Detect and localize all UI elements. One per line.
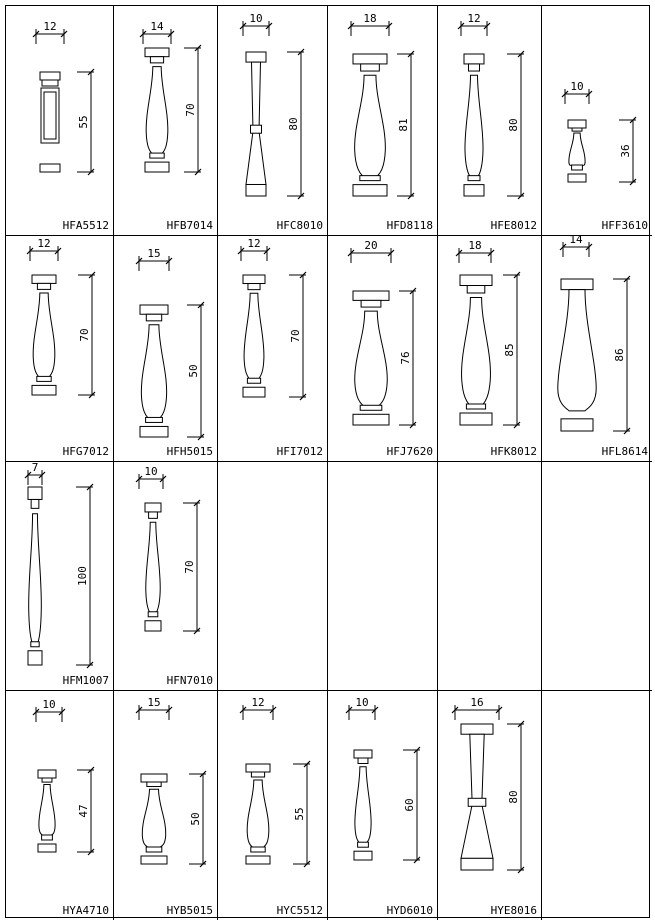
cell-hfn7010: [113, 461, 218, 691]
cell-hfk8012: [437, 235, 542, 462]
model-code-label: HFE8012: [490, 219, 537, 232]
model-code-label: HFM1007: [62, 674, 109, 687]
height-label: 50: [187, 364, 200, 378]
height-label: 100: [76, 566, 89, 586]
height-label: 55: [77, 115, 90, 129]
empty-cell: [437, 461, 542, 691]
empty-cell: [541, 690, 652, 920]
cell-hfc8010: [217, 6, 328, 236]
cell-hfb7014: [113, 6, 218, 236]
model-code-label: HYE8016: [490, 904, 537, 917]
width-label: 18: [468, 239, 482, 252]
cell-hfa5512: [6, 6, 114, 236]
height-label: 47: [77, 804, 90, 818]
model-code-label: HFK8012: [490, 445, 537, 458]
cell-hfe8012: [437, 6, 542, 236]
model-code-label: HFN7010: [166, 674, 213, 687]
baluster-drawing: [113, 461, 217, 690]
baluster-drawing: [113, 690, 217, 919]
width-label: 12: [43, 20, 57, 33]
cell-hfh5015: [113, 235, 218, 462]
width-label: 15: [147, 247, 161, 260]
width-label: 16: [470, 696, 484, 709]
model-code-label: HYA4710: [62, 904, 109, 917]
height-label: 70: [183, 560, 196, 574]
model-code-label: HFJ7620: [386, 445, 433, 458]
baluster-drawing: [113, 6, 217, 235]
cell-hyb5015: [113, 690, 218, 920]
baluster-drawing: [437, 690, 541, 919]
width-label: 14: [150, 20, 164, 33]
model-code-label: HFA5512: [62, 219, 109, 232]
width-label: 12: [247, 237, 261, 250]
baluster-drawing: [6, 6, 113, 235]
baluster-drawing: [217, 6, 327, 235]
width-label: 7: [31, 461, 39, 474]
width-label: 14: [569, 235, 583, 246]
model-code-label: HFH5015: [166, 445, 213, 458]
cell-hfi7012: [217, 235, 328, 462]
model-code-label: HFC8010: [276, 219, 323, 232]
width-label: 12: [251, 696, 265, 709]
baluster-catalog-grid: [5, 5, 650, 918]
baluster-drawing: [217, 235, 327, 461]
empty-cell: [217, 461, 328, 691]
width-label: 10: [570, 80, 584, 93]
width-label: 10: [42, 698, 56, 711]
model-code-label: HYB5015: [166, 904, 213, 917]
baluster-drawing: [327, 235, 437, 461]
width-label: 15: [147, 696, 161, 709]
baluster-drawing: [437, 235, 541, 461]
cell-hfm1007: [6, 461, 114, 691]
baluster-drawing: [541, 235, 651, 461]
baluster-drawing: [437, 6, 541, 235]
cell-hya4710: [6, 690, 114, 920]
cell-hfl8614: [541, 235, 652, 462]
cell-hfd8118: [327, 6, 438, 236]
height-label: 80: [287, 117, 300, 131]
empty-cell: [327, 461, 438, 691]
height-label: 85: [503, 343, 516, 357]
height-label: 50: [189, 812, 202, 826]
empty-cell: [541, 461, 652, 691]
cell-hyd6010: [327, 690, 438, 920]
baluster-drawing: [327, 6, 437, 235]
width-label: 10: [249, 12, 263, 25]
model-code-label: HFF3610: [601, 219, 648, 232]
height-label: 80: [507, 790, 520, 804]
width-label: 10: [355, 696, 369, 709]
height-label: 70: [184, 103, 197, 117]
height-label: 70: [289, 329, 302, 343]
height-label: 60: [403, 798, 416, 812]
model-code-label: HFI7012: [276, 445, 323, 458]
width-label: 12: [37, 237, 51, 250]
baluster-drawing: [217, 690, 327, 919]
height-label: 36: [619, 144, 632, 158]
cell-hff3610: [541, 6, 652, 236]
cell-hfg7012: [6, 235, 114, 462]
height-label: 55: [293, 807, 306, 821]
model-code-label: HFD8118: [386, 219, 433, 232]
cell-hyc5512: [217, 690, 328, 920]
width-label: 12: [467, 12, 481, 25]
model-code-label: HYD6010: [386, 904, 433, 917]
baluster-drawing: [6, 235, 113, 461]
baluster-drawing: [327, 690, 437, 919]
height-label: 70: [78, 328, 91, 342]
baluster-drawing: [541, 6, 651, 235]
height-label: 80: [507, 118, 520, 132]
model-code-label: HFL8614: [601, 445, 648, 458]
model-code-label: HFB7014: [166, 219, 213, 232]
model-code-label: HYC5512: [276, 904, 323, 917]
width-label: 10: [144, 465, 158, 478]
baluster-drawing: [6, 461, 113, 690]
height-label: 76: [399, 351, 412, 365]
cell-hye8016: [437, 690, 542, 920]
height-label: 86: [613, 348, 626, 362]
model-code-label: HFG7012: [62, 445, 109, 458]
width-label: 18: [363, 12, 377, 25]
height-label: 81: [397, 118, 410, 132]
width-label: 20: [364, 239, 378, 252]
baluster-drawing: [113, 235, 217, 461]
baluster-drawing: [6, 690, 113, 919]
cell-hfj7620: [327, 235, 438, 462]
